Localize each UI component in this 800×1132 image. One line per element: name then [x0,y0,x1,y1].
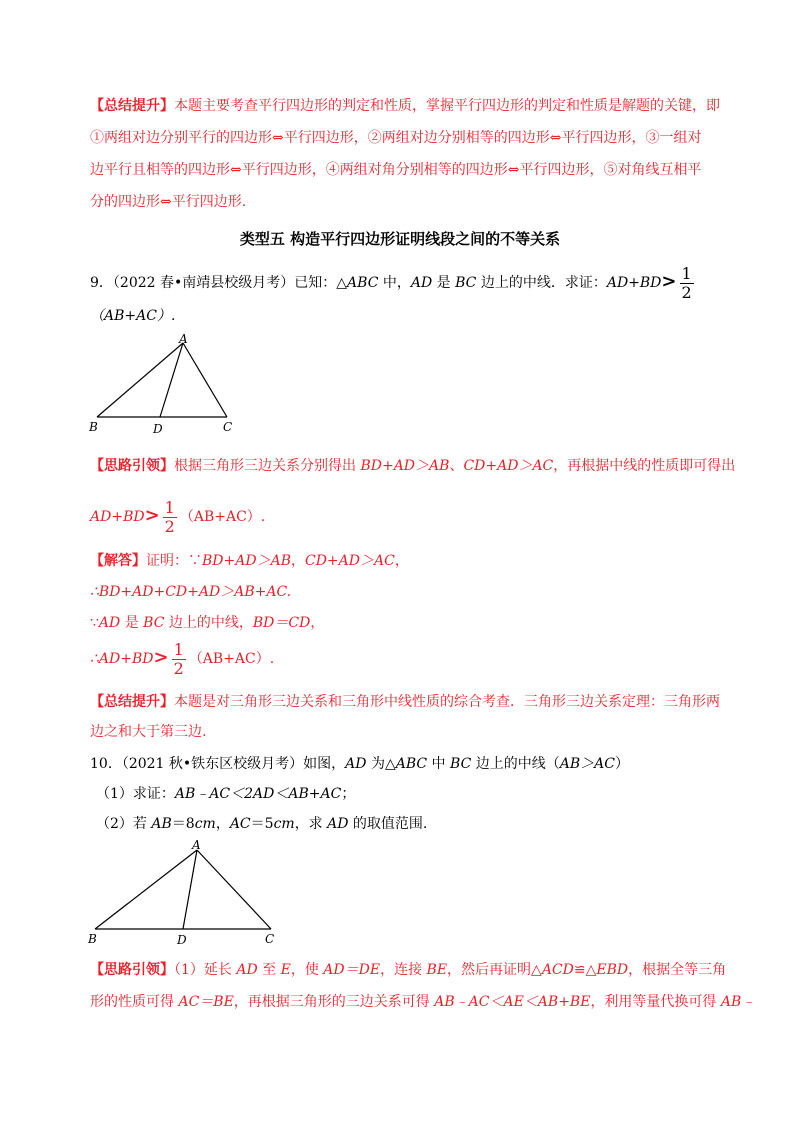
label-b: B [88,932,97,946]
label-d: D [177,933,187,947]
median-ad [183,850,197,929]
label-c: C [223,420,233,434]
label-d: D [153,422,163,436]
section-title: 类型五 构造平行四边形证明线段之间的不等关系 [239,230,561,248]
side-ac [183,343,227,417]
median-ad [160,343,183,417]
label-c: C [265,932,275,946]
fraction-half: $\frac{1}{2}$ [164,497,175,536]
fraction-half: $\frac{1}{2}$ [173,639,184,678]
hint-9-line-2: AD+BD> $\frac{1}{2}$ （AB+AC）. [90,497,266,536]
summary-line-3: 边平行且相等的四边形⇔平行四边形，④两组对角分别相等的四边形⇔平行四边形，⑤对角线互相平 [90,162,702,178]
answer-9-line-3: ∵AD 是 BC 边上的中线，BD＝CD， [90,615,325,631]
triangle-figure-2 [85,836,285,948]
question-10-part-1: （1）求证：AB﹣AC＜2AD＜AB+AC； [96,786,356,802]
question-10: 10．（2021 秋•铁东区校级月考）如图，AD 为△ABC 中 BC 边上的中线（AB＞AC） [90,756,629,772]
label-b: B [89,420,98,434]
fraction-half: $\frac{1}{2}$ [681,263,692,302]
hint-10-line-2: 形的性质可得 AC＝BE，再根据三角形的三边关系可得 AB﹣AC＜AE＜AB+BE，利用等量代换可得 AB﹣ [90,994,756,1010]
summary-line-2: ①两组对边分别平行的四边形⇔平行四边形，②两组对边分别相等的四边形⇔平行四边形，③一组对 [90,130,702,146]
side-ab [97,343,183,417]
triangle-figure-1 [85,333,245,438]
answer-9-line-1: 【解答】证明：∵BD+AD＞AB，CD+AD＞AC， [90,553,409,569]
answer-9-line-2: ∴BD+AD+CD+AD＞AB+AC. [90,584,292,600]
question-10-part-2: （2）若 AB＝8cm，AC＝5cm，求 AD 的取值范围. [96,816,428,832]
summary-9-line-1: 【总结提升】本题是对三角形三边关系和三角形中线性质的综合考查．三角形三边关系定理：三角形两 [90,694,720,710]
question-number: 9． [90,275,113,291]
side-ab [95,850,197,929]
summary-tag: 【总结提升】 [90,98,174,114]
question-9-tail: （AB+AC）. [90,308,176,324]
hint-9-line-1: 【思路引领】根据三角形三边关系分别得出 BD+AD＞AB、CD+AD＞AC，再根据中线的性质即可得出 [90,458,736,474]
summary-line-4: 分的四边形⇔平行四边形. [90,194,247,210]
hint-10-line-1: 【思路引领】（1）延长 AD 至 E，使 AD＝DE，连接 BE，然后再证明△ACD≌△EBD，根据全等三角 [90,962,727,978]
label-a: A [192,838,201,852]
label-a: A [179,333,188,346]
summary-line-1: 【总结提升】本题主要考查平行四边形的判定和性质，掌握平行四边形的判定和性质是解题的关键，即 [90,98,720,114]
side-ac [197,850,271,929]
answer-9-line-4: ∴AD+BD> $\frac{1}{2}$ （AB+AC）. [90,639,275,678]
summary-9-line-2: 边之和大于第三边. [90,724,207,740]
question-number: 10． [90,756,122,772]
question-9: 9．（2022 春•南靖县校级月考）已知：△ABC 中，AD 是 BC 边上的中线．求证：AD+BD> $\frac{1}{2}$ [90,263,692,302]
